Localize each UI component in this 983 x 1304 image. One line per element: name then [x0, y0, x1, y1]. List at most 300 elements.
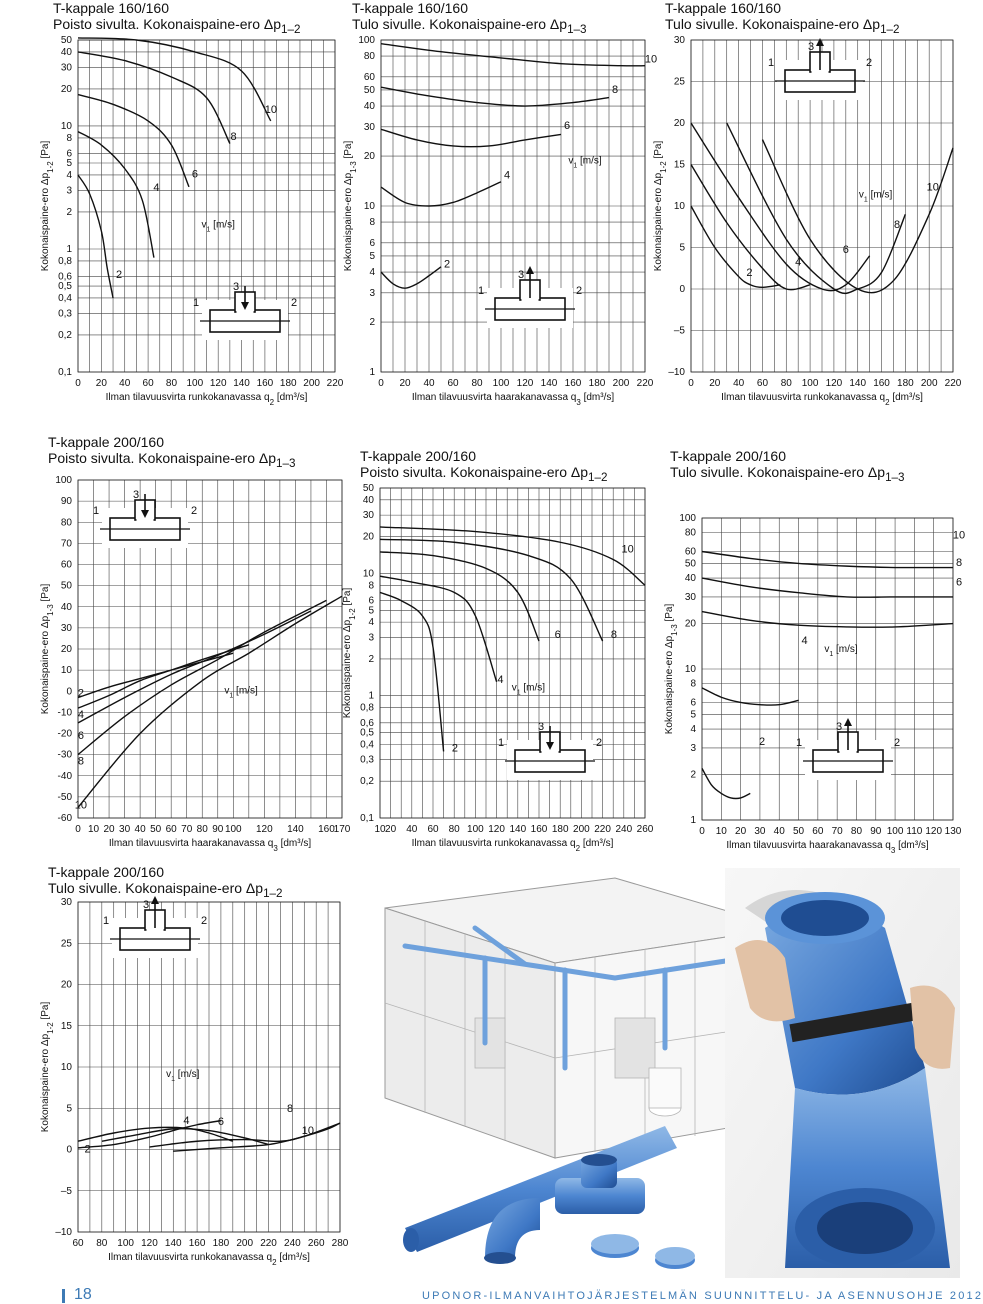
- x-tick-label: 240: [284, 1238, 301, 1249]
- y-tick-label: 1: [368, 690, 374, 702]
- tee-label-1: 1: [192, 297, 200, 309]
- series-label-v10: 10: [301, 1125, 315, 1138]
- x-tick-label: 80: [780, 378, 792, 389]
- x-tick-label: 20: [95, 378, 107, 389]
- y-tick-label: 4: [369, 267, 375, 279]
- x-tick-label: 60: [756, 378, 769, 389]
- x-axis-label: Ilman tilavuusvirta runkokanavassa $q_2$ [dm³/s]: [108, 1252, 310, 1267]
- x-tick-label: 180: [212, 1238, 230, 1249]
- tee-label-2: 2: [595, 737, 603, 749]
- tee-label-1: 1: [795, 737, 803, 749]
- x-tick-label: 40: [134, 824, 146, 835]
- y-tick-label: 8: [66, 132, 72, 144]
- chart-title: T-kappale 160/160 Tulo sivulle. Kokonaispaine-ero $\Delta p_{1-3}$: [352, 0, 587, 36]
- series-line-v4: [380, 576, 497, 682]
- x-tick-label: 140: [509, 824, 527, 835]
- velocity-label: $v_1$ [m/s]: [201, 219, 235, 233]
- y-tick-label: 5: [369, 250, 375, 262]
- x-tick-label: 160: [256, 378, 274, 389]
- y-tick-label: 6: [369, 237, 375, 249]
- y-tick-label: 20: [60, 83, 72, 95]
- y-tick-label: 80: [684, 527, 696, 539]
- x-tick-label: 110: [906, 826, 923, 837]
- series-line-v4: [78, 1127, 233, 1141]
- y-tick-label: 10: [60, 1062, 72, 1073]
- x-tick-label: 20: [709, 378, 721, 389]
- x-tick-label: 180: [279, 378, 297, 389]
- y-tick-label: 2: [368, 653, 374, 665]
- x-tick-label: 160: [318, 824, 335, 835]
- y-tick-label: 5: [368, 605, 374, 617]
- x-tick-label: 40: [733, 378, 745, 389]
- x-tick-label: 100: [224, 824, 242, 835]
- chart-160-tulo-dp12: [655, 0, 960, 420]
- x-tick-label: 10: [87, 824, 100, 835]
- series-label-v8: 8: [286, 1102, 294, 1115]
- y-tick-label: 40: [60, 46, 72, 58]
- series-label-v2: 2: [758, 735, 766, 748]
- series-line-v8: [727, 123, 906, 293]
- tee-label-2: 2: [190, 505, 198, 517]
- x-tick-label: 20: [385, 824, 397, 835]
- chart-title: T-kappale 200/160 Tulo sivulle. Kokonaispaine-ero $\Delta p_{1-3}$: [670, 448, 905, 484]
- y-tick-label: 50: [684, 558, 696, 570]
- y-tick-label: 8: [690, 678, 696, 690]
- x-tick-label: 70: [831, 826, 843, 837]
- y-tick-label: 20: [60, 644, 72, 655]
- series-label-v6: 6: [563, 119, 571, 132]
- y-tick-label: –10: [668, 367, 685, 378]
- x-tick-label: 60: [165, 824, 177, 835]
- y-tick-label: 5: [690, 709, 696, 721]
- footer-accent-bar: [62, 1289, 65, 1303]
- y-tick-label: 10: [673, 201, 685, 212]
- y-axis-label: Kokonaispaine-ero $\Delta p_{1-2}$ [Pa]: [653, 140, 668, 272]
- x-tick-label: 100: [117, 1238, 134, 1249]
- x-tick-label: 220: [260, 1238, 277, 1249]
- x-tick-label: 50: [792, 826, 805, 837]
- y-tick-label: 30: [60, 622, 72, 634]
- x-tick-label: 160: [530, 824, 548, 835]
- series-label-v10: 10: [926, 181, 939, 194]
- y-tick-label: 0,6: [58, 271, 72, 283]
- x-tick-label: 20: [103, 824, 115, 835]
- y-tick-label: 30: [60, 897, 72, 908]
- x-tick-label: 120: [825, 378, 843, 389]
- y-tick-label: 5: [66, 1103, 72, 1115]
- x-tick-label: 220: [944, 378, 962, 389]
- series-label-v2: 2: [451, 742, 458, 755]
- series-label-v8: 8: [955, 556, 963, 569]
- tee-symbol: [796, 718, 900, 780]
- x-tick-label: 140: [287, 824, 304, 835]
- y-tick-label: 3: [369, 287, 375, 299]
- series-label-v10: 10: [74, 799, 88, 812]
- x-axis-label: Ilman tilavuusvirta runkokanavassa $q_2$ [dm³/s]: [411, 838, 614, 853]
- x-tick-label: 120: [925, 826, 943, 837]
- x-tick-label: 200: [612, 378, 630, 389]
- y-tick-label: 40: [60, 601, 72, 613]
- y-tick-label: 100: [358, 35, 375, 46]
- x-tick-label: 200: [920, 378, 938, 389]
- tee-symbol: [103, 896, 207, 958]
- tee-symbol: [193, 281, 297, 340]
- x-tick-label: 60: [72, 1238, 84, 1249]
- y-tick-label: 50: [60, 580, 72, 592]
- y-tick-label: 0,1: [58, 367, 72, 378]
- chart-200-tulo-dp13: [655, 440, 966, 860]
- chart-200-poisto-dp13: [0, 430, 350, 860]
- x-tick-label: 120: [516, 378, 534, 389]
- x-axis-label: Ilman tilavuusvirta haarakanavassa $q_3$ [dm³/s]: [411, 392, 615, 407]
- x-tick-label: 0: [75, 824, 81, 835]
- tee-symbol: [478, 266, 582, 328]
- y-tick-label: 50: [363, 84, 375, 96]
- x-tick-label: 60: [427, 824, 439, 835]
- x-tick-label: 60: [142, 378, 154, 389]
- tee-label-3: 3: [142, 899, 150, 911]
- y-tick-label: 6: [368, 595, 374, 607]
- y-tick-label: 1: [690, 815, 696, 826]
- footer-title: UPONOR-ILMANVAIHTOJÄRJESTELMÄN SUUNNITTELU- JA ASENNUSOHJE 2012: [422, 1290, 983, 1302]
- tee-label-2: 2: [865, 57, 873, 69]
- y-tick-label: 20: [673, 118, 685, 129]
- x-tick-label: 220: [636, 378, 654, 389]
- y-tick-label: 0,3: [360, 754, 374, 766]
- y-tick-label: 30: [673, 35, 685, 46]
- series-label-v2: 2: [84, 1143, 91, 1156]
- y-tick-label: 0,1: [360, 813, 374, 824]
- series-line-v10: [380, 527, 645, 585]
- tee-label-3: 3: [835, 721, 843, 733]
- y-tick-label: 30: [684, 591, 696, 603]
- y-tick-label: –5: [673, 325, 685, 337]
- velocity-label: $v_1$ [m/s]: [511, 682, 546, 697]
- y-tick-label: 20: [363, 151, 375, 163]
- y-axis-label: Kokonaispaine-ero $\Delta p_{1-3}$ [Pa]: [343, 140, 358, 272]
- series-label-v6: 6: [77, 729, 84, 742]
- y-tick-label: 0,5: [360, 727, 374, 739]
- x-tick-label: 40: [423, 378, 435, 389]
- x-tick-label: 80: [96, 1238, 108, 1249]
- series-label-v6: 6: [842, 243, 849, 256]
- series-line-v8: [702, 578, 953, 597]
- y-tick-label: 2: [690, 769, 696, 781]
- velocity-label: $v_1$ [m/s]: [224, 685, 258, 699]
- x-tick-label: 90: [212, 824, 224, 835]
- y-tick-label: 30: [363, 121, 375, 133]
- x-tick-label: 60: [447, 378, 459, 389]
- chart-svg: [343, 0, 658, 420]
- x-tick-label: 260: [636, 824, 654, 835]
- chart-title: T-kappale 160/160 Poisto sivulta. Kokonaispaine-ero $\Delta p_{1-2}$: [53, 0, 301, 36]
- y-tick-label: 30: [362, 510, 374, 522]
- y-tick-label: 3: [66, 185, 72, 197]
- tee-arrow-head: [844, 718, 852, 726]
- y-axis-label: Kokonaispaine-ero $\Delta p_{1-2}$ [Pa]: [40, 1001, 55, 1133]
- series-line-v6: [381, 129, 561, 146]
- x-tick-label: 100: [467, 824, 484, 835]
- x-tick-label: 260: [307, 1238, 325, 1249]
- y-tick-label: 80: [60, 517, 72, 529]
- x-tick-label: 50: [150, 824, 162, 835]
- series-label-v2: 2: [746, 267, 753, 280]
- chart-svg: [0, 0, 345, 420]
- x-tick-label: 140: [233, 378, 250, 389]
- tee-label-3: 3: [537, 721, 545, 733]
- series-label-v4: 4: [153, 181, 160, 194]
- x-tick-label: 0: [378, 378, 384, 389]
- x-tick-label: 40: [119, 378, 131, 389]
- tee-label-1: 1: [497, 737, 505, 749]
- x-tick-label: 30: [754, 826, 766, 837]
- series-label-v8: 8: [230, 130, 237, 143]
- series-line-v4: [78, 645, 249, 708]
- series-label-v4: 4: [503, 169, 511, 182]
- y-tick-label: 4: [368, 617, 374, 629]
- series-label-v8: 8: [611, 83, 619, 96]
- y-tick-label: 50: [362, 483, 374, 494]
- x-axis-label: Ilman tilavuusvirta haarakanavassa $q_3$ [dm³/s]: [108, 838, 312, 853]
- y-tick-label: 5: [66, 158, 72, 170]
- chart-200-tulo-dp12: [0, 860, 349, 1280]
- series-line-v2: [702, 768, 750, 798]
- tee-symbol: [498, 721, 602, 780]
- x-tick-label: 120: [141, 1238, 158, 1249]
- series-line-v2: [78, 175, 113, 298]
- y-tick-label: 2: [66, 206, 72, 218]
- chart-title: T-kappale 200/160 Poisto sivulta. Kokonaispaine-ero $\Delta p_{1-2}$: [360, 448, 608, 484]
- tee-label-2: 2: [290, 297, 298, 309]
- tee-arrow-head: [816, 38, 824, 46]
- velocity-label: $v_1$ [m/s]: [858, 189, 893, 204]
- chart-160-poisto-dp12: [0, 0, 345, 420]
- series-label-v4: 4: [77, 708, 84, 721]
- series-label-v2: 2: [115, 268, 123, 281]
- series-label-v4: 4: [497, 674, 504, 687]
- y-tick-label: 10: [362, 568, 374, 580]
- x-tick-label: 140: [164, 1238, 182, 1249]
- series-label-v8: 8: [894, 218, 901, 231]
- series-label-v4: 4: [183, 1115, 190, 1128]
- y-tick-label: 0: [66, 1144, 72, 1156]
- x-tick-label: 140: [540, 378, 558, 389]
- series-label-v2: 2: [77, 687, 84, 700]
- y-tick-label: 30: [60, 62, 72, 74]
- y-tick-label: 0,4: [58, 292, 72, 304]
- x-tick-label: 160: [873, 378, 890, 389]
- y-tick-label: 25: [60, 938, 72, 950]
- y-tick-label: 25: [673, 76, 685, 88]
- x-tick-label: 160: [188, 1238, 206, 1249]
- x-tick-label: 80: [850, 826, 863, 837]
- series-label-v2: 2: [443, 258, 451, 271]
- y-tick-label: 40: [362, 494, 374, 506]
- chart-title: T-kappale 160/160 Tulo sivulle. Kokonaispaine-ero $\Delta p_{1-2}$: [665, 0, 900, 36]
- y-tick-label: 60: [684, 546, 696, 558]
- y-tick-label: 0,8: [58, 255, 72, 267]
- tee-label-3: 3: [132, 489, 140, 501]
- tee-arrow-head: [526, 266, 534, 274]
- x-tick-label: 180: [897, 378, 914, 389]
- y-tick-label: 1: [369, 367, 375, 378]
- x-tick-label: 280: [331, 1238, 349, 1249]
- y-tick-label: 20: [60, 979, 72, 991]
- series-line-v10: [702, 551, 953, 567]
- y-tick-label: -10: [57, 707, 72, 719]
- series-label-v10: 10: [264, 104, 278, 117]
- x-tick-label: 40: [406, 824, 418, 835]
- series-line-v6: [702, 612, 953, 628]
- x-tick-label: 20: [399, 378, 411, 389]
- y-tick-label: 0,3: [58, 308, 72, 320]
- y-tick-label: 20: [362, 531, 374, 543]
- chart-svg: [0, 860, 349, 1280]
- y-tick-label: 6: [66, 148, 72, 160]
- x-tick-label: 180: [588, 378, 606, 389]
- x-tick-label: 100: [492, 378, 510, 389]
- velocity-label: $v_1$ [m/s]: [824, 643, 858, 658]
- x-tick-label: 70: [181, 824, 193, 835]
- y-tick-label: 40: [363, 101, 375, 113]
- y-tick-label: 1: [66, 243, 72, 255]
- series-label-v4: 4: [801, 634, 808, 647]
- series-line-v6: [380, 552, 539, 641]
- velocity-label: $v_1$ [m/s]: [568, 155, 602, 170]
- y-tick-label: -40: [57, 770, 72, 782]
- x-tick-label: 0: [75, 378, 81, 389]
- y-tick-label: 0,5: [58, 281, 72, 293]
- x-tick-label: 220: [594, 824, 611, 835]
- y-tick-label: 80: [363, 51, 375, 63]
- y-tick-label: –10: [55, 1227, 72, 1238]
- series-label-v6: 6: [955, 576, 963, 589]
- x-tick-label: 220: [326, 378, 344, 389]
- x-tick-label: 100: [886, 826, 904, 837]
- x-tick-label: 80: [165, 378, 178, 389]
- series-line-v6: [691, 123, 870, 291]
- series-label-v4: 4: [795, 256, 802, 269]
- y-tick-label: -60: [57, 813, 72, 824]
- series-label-v8: 8: [610, 629, 617, 642]
- x-tick-label: 90: [870, 826, 882, 837]
- y-tick-label: 0,2: [58, 329, 72, 341]
- tee-symbol: [93, 489, 197, 548]
- y-tick-label: 3: [368, 632, 374, 644]
- y-tick-label: 10: [363, 201, 375, 212]
- y-tick-label: 90: [60, 496, 72, 508]
- x-tick-label: 180: [551, 824, 569, 835]
- x-axis-label: Ilman tilavuusvirta haarakanavassa $q_3$ [dm³/s]: [726, 840, 929, 855]
- y-tick-label: 15: [673, 159, 685, 171]
- page-number: 18: [74, 1286, 92, 1303]
- series-label-v10: 10: [952, 529, 966, 542]
- x-tick-label: 60: [812, 826, 824, 837]
- series-label-v6: 6: [191, 168, 199, 181]
- x-axis-label: Ilman tilavuusvirta runkokanavassa $q_2$ [dm³/s]: [105, 392, 308, 407]
- building-ventilation-drawing: [365, 868, 960, 1278]
- series-line-v8: [78, 52, 230, 144]
- series-label-v6: 6: [554, 629, 561, 642]
- y-tick-label: 3: [690, 742, 696, 754]
- y-tick-label: 5: [679, 242, 685, 254]
- chart-title: T-kappale 200/160 Tulo sivulle. Kokonaispaine-ero $\Delta p_{1-2}$: [48, 864, 283, 900]
- x-tick-label: 140: [849, 378, 867, 389]
- x-tick-label: 100: [186, 378, 204, 389]
- y-tick-label: 50: [60, 35, 72, 46]
- x-tick-label: 120: [256, 824, 273, 835]
- x-tick-label: 100: [801, 378, 819, 389]
- y-tick-label: 15: [60, 1020, 72, 1032]
- x-tick-label: 30: [119, 824, 131, 835]
- y-tick-label: 60: [363, 71, 375, 83]
- series-line-v2: [381, 267, 441, 288]
- y-axis-label: Kokonaispaine-ero $\Delta p_{1-2}$ [Pa]: [40, 140, 55, 272]
- velocity-label: $v_1$ [m/s]: [166, 1068, 200, 1083]
- x-tick-label: 200: [303, 378, 320, 389]
- series-label-v10: 10: [621, 543, 634, 556]
- y-tick-label: 70: [60, 538, 72, 550]
- y-tick-label: 8: [369, 217, 375, 229]
- y-tick-label: 10: [60, 665, 72, 677]
- y-tick-label: 20: [684, 618, 696, 630]
- tee-label-2: 2: [575, 285, 583, 297]
- tee-label-3: 3: [517, 269, 525, 281]
- series-line-v2: [691, 206, 780, 287]
- tee-label-1: 1: [92, 505, 100, 517]
- tee-label-1: 1: [477, 285, 485, 297]
- series-label-v10: 10: [644, 53, 658, 66]
- y-tick-label: 60: [60, 559, 72, 571]
- x-tick-label: 120: [209, 378, 227, 389]
- y-axis-label: Kokonaispaine-ero $\Delta p_{1-2}$ [Pa]: [342, 587, 357, 719]
- chart-svg: [655, 440, 966, 860]
- y-tick-label: 0,6: [360, 717, 374, 729]
- chart-160-tulo-dp13: [343, 0, 658, 420]
- y-tick-label: 4: [690, 724, 696, 736]
- y-tick-label: -30: [57, 749, 72, 761]
- y-tick-label: 6: [690, 697, 696, 709]
- tee-label-2: 2: [893, 737, 901, 749]
- x-tick-label: 160: [564, 378, 582, 389]
- y-tick-label: –5: [60, 1185, 72, 1197]
- x-tick-label: 80: [471, 378, 483, 389]
- y-tick-label: 0: [66, 686, 72, 698]
- x-tick-label: 10: [374, 824, 386, 835]
- y-tick-label: 8: [368, 580, 374, 592]
- x-tick-label: 40: [773, 826, 785, 837]
- tee-label-1: 1: [767, 57, 775, 69]
- series-label-v8: 8: [77, 755, 84, 768]
- x-tick-label: 20: [735, 826, 747, 837]
- tee-label-3: 3: [232, 281, 240, 293]
- y-tick-label: -20: [57, 728, 72, 740]
- tee-label-2: 2: [200, 915, 208, 927]
- y-tick-label: 40: [684, 573, 696, 585]
- y-axis-label: Kokonaispaine-ero $\Delta p_{1-3}$ [Pa]: [664, 603, 679, 735]
- tee-symbol: [768, 38, 872, 100]
- x-tick-label: 80: [448, 824, 460, 835]
- y-axis-label: Kokonaispaine-ero $\Delta p_{1-3}$ [Pa]: [40, 583, 55, 715]
- chart-svg: [0, 430, 350, 860]
- x-tick-label: 200: [236, 1238, 254, 1249]
- x-tick-label: 80: [196, 824, 208, 835]
- y-tick-label: 0,2: [360, 776, 374, 788]
- x-tick-label: 240: [615, 824, 633, 835]
- chart-svg: [655, 0, 960, 420]
- y-tick-label: 10: [60, 120, 72, 132]
- y-tick-label: 100: [55, 475, 72, 486]
